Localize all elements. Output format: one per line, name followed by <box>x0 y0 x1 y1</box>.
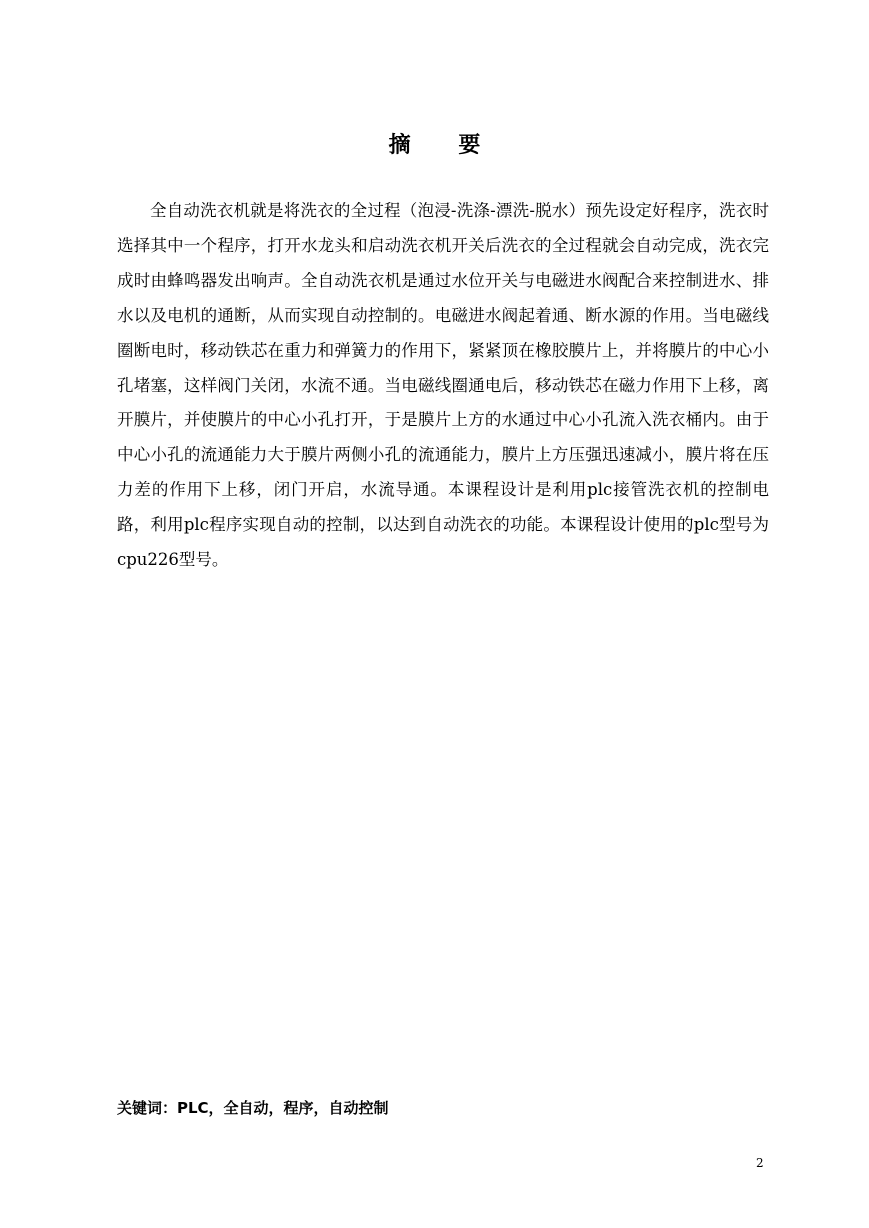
page-number: 2 <box>756 1156 764 1170</box>
page-title: 摘 要 <box>388 133 501 158</box>
abstract-paragraph: 全自动洗衣机就是将洗衣的全过程（泡浸-洗涤-漂洗-脱水）预先设定好程序，洗衣时选择其中一个程序，打开水龙头和启动洗衣机开关后洗衣的全过程就会自动完成，洗衣完成时由蜂鸣器发出响声。全自动洗衣机是通过水位开关与电磁进水阀配合来控制进水、排水以及电机的通断，从而实现自动控制的。电磁进水阀起着通、断水源的作用。当电磁线圈断电时，移动铁芯在重力和弹簧力的作用下，紧紧顶在橡胶膜片上，并将膜片的中心小孔堵塞，这样阀门关闭，水流不通。当电磁线圈通电后，移动铁芯在磁力作用下上移，离开膜片，并使膜片的中心小孔打开，于是膜片上方的水通过中心小孔流入洗衣桶内。由于中心小孔的流通能力大于膜片两侧小孔的流通能力，膜片上方压强迅速减小，膜片将在压力差的作用下上移，闭门开启，水流导通。本课程设计是利用plc接管洗衣机的控制电路，利用plc程序实现自动的控制，以达到自动洗衣的功能。本课程设计使用的plc型号为cpu226型号。 <box>117 201 769 570</box>
keywords-line: 关键词：PLC，全自动，程序，自动控制 <box>117 1099 389 1117</box>
